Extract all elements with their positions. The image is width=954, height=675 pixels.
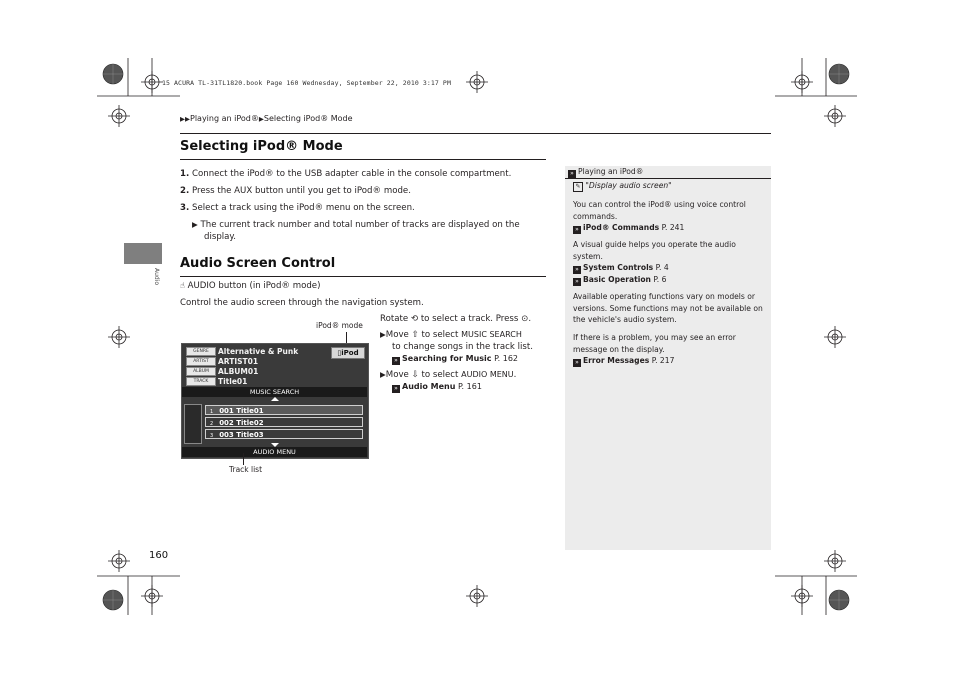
pointer-hand-icon: ☝ xyxy=(180,281,185,290)
section-title-selecting-ipod-mode: Selecting iPod® Mode xyxy=(180,139,343,154)
intro-text: Control the audio screen through the navigation system. xyxy=(180,298,424,308)
cross-ref-icon: » xyxy=(568,170,576,178)
cross-ref-icon: » xyxy=(392,385,400,393)
breadcrumb xyxy=(180,114,353,123)
steps-list xyxy=(180,168,546,243)
cross-ref-searching[interactable]: » Searching for Music P. 162 xyxy=(380,353,550,369)
sidebar-panel xyxy=(565,166,771,550)
sidebar-para-2: A visual guide helps you operate the audio system. » System Controls P. 4 » Basic Operation P. 6 xyxy=(573,239,769,286)
audio-screen: GENRE Alternative & Punk ARTIST ARTIST01 ALBUM ALBUM01 TRACK Title01 ▯iPod MUSIC SEARCH 1 001 Title01 2 002 Title02 3 003 Title03 AUDIO MENU xyxy=(181,343,369,459)
section-rule xyxy=(180,276,546,277)
cross-ref-ipod-commands[interactable]: » iPod® Commands P. 241 xyxy=(573,222,769,234)
list-scroll-handle[interactable] xyxy=(184,404,202,444)
track-list-item[interactable]: 2 002 Title02 xyxy=(205,417,363,427)
track-list-item[interactable]: 3 003 Title03 xyxy=(205,429,363,439)
sidebar-rule xyxy=(565,178,771,179)
ipod-icon: ▯ xyxy=(337,349,342,357)
rotate-knob-icon: ⟲ xyxy=(410,314,419,324)
callout-line xyxy=(243,453,244,465)
side-tab-label: Audio xyxy=(153,268,160,286)
arrow-icon: ▶ xyxy=(380,330,386,339)
step-item: 1. Connect the iPod® to the USB adapter cable in the console compartment. xyxy=(180,169,512,179)
breadcrumb-arrow-icon: ▶▶ xyxy=(180,115,190,123)
cross-ref-icon: » xyxy=(573,266,581,274)
music-search-bar[interactable]: MUSIC SEARCH xyxy=(182,387,367,397)
cross-ref-icon: » xyxy=(392,357,400,365)
arrow-icon: ▶ xyxy=(380,370,386,379)
side-tab xyxy=(124,243,162,264)
voice-talk-icon: ✎ xyxy=(573,182,583,192)
section-title-audio-screen-control: Audio Screen Control xyxy=(180,256,336,271)
hint-line: ☝ AUDIO button (in iPod® mode) xyxy=(180,281,321,291)
sidebar-title: » Playing an iPod® xyxy=(568,166,643,178)
breadcrumb-arrow-icon: ▶ xyxy=(258,115,264,123)
cross-ref-system-controls[interactable]: » System Controls P. 4 xyxy=(573,262,769,274)
chevron-up-icon xyxy=(271,397,279,401)
cross-ref-icon: » xyxy=(573,278,581,286)
callout-track-list: Track list xyxy=(229,465,263,474)
cross-ref-audio-menu[interactable]: » Audio Menu P. 161 xyxy=(380,381,550,393)
cross-ref-basic-operation[interactable]: » Basic Operation P. 6 xyxy=(573,274,769,286)
cross-ref-icon: » xyxy=(573,226,581,234)
cross-ref-icon: » xyxy=(573,359,581,367)
move-down-icon: ⇩ xyxy=(411,370,419,380)
print-header: 15 ACURA TL-31TL1820.book Page 160 Wednesday, September 22, 2010 3:17 PM xyxy=(162,79,451,87)
cross-ref-error-messages[interactable]: » Error Messages P. 217 xyxy=(573,355,769,367)
track-list-item[interactable]: 1 001 Title01 xyxy=(205,405,363,415)
ipod-mode-badge: ▯iPod xyxy=(331,347,365,359)
page-number: 160 xyxy=(149,550,169,561)
move-up-icon: ⇧ xyxy=(411,330,419,340)
sidebar-para-1: You can control the iPod® using voice control commands. » iPod® Commands P. 241 xyxy=(573,199,769,234)
step-item: 2. Press the AUX button until you get to iPod® mode. xyxy=(180,186,411,196)
voice-command: ✎ "Display audio screen" xyxy=(573,180,672,192)
instructions: Rotate ⟲ to select a track. Press ⊙. ▶Move ⇧ to select MUSIC SEARCH to change songs in the track list. » Searching for Music P. 162 ▶Move ⇩ to select AUDIO MENU. » Audio Menu P. 161 xyxy=(380,313,550,393)
step-item: 3. Select a track using the iPod® menu on the screen. xyxy=(180,203,415,213)
breadcrumb-item-current: Selecting iPod® Mode xyxy=(263,114,353,123)
arrow-icon: ▶ xyxy=(192,220,198,229)
breadcrumb-item[interactable]: Playing an iPod® xyxy=(190,114,259,123)
callout-ipod-mode: iPod® mode xyxy=(316,321,363,330)
sidebar-para-3: Available operating functions vary on models or versions. Some functions may not be available on the vehicle's audio system. xyxy=(573,292,763,324)
section-rule xyxy=(180,159,546,160)
press-knob-icon: ⊙ xyxy=(521,314,529,324)
top-rule xyxy=(180,133,771,134)
step-sub-note: ▶ The current track number and total number of tracks are displayed on the display. xyxy=(192,220,520,242)
sidebar-para-4: If there is a problem, you may see an error message on the display. » Error Messages P. 217 xyxy=(573,332,769,367)
audio-menu-bar[interactable]: AUDIO MENU xyxy=(182,447,367,457)
